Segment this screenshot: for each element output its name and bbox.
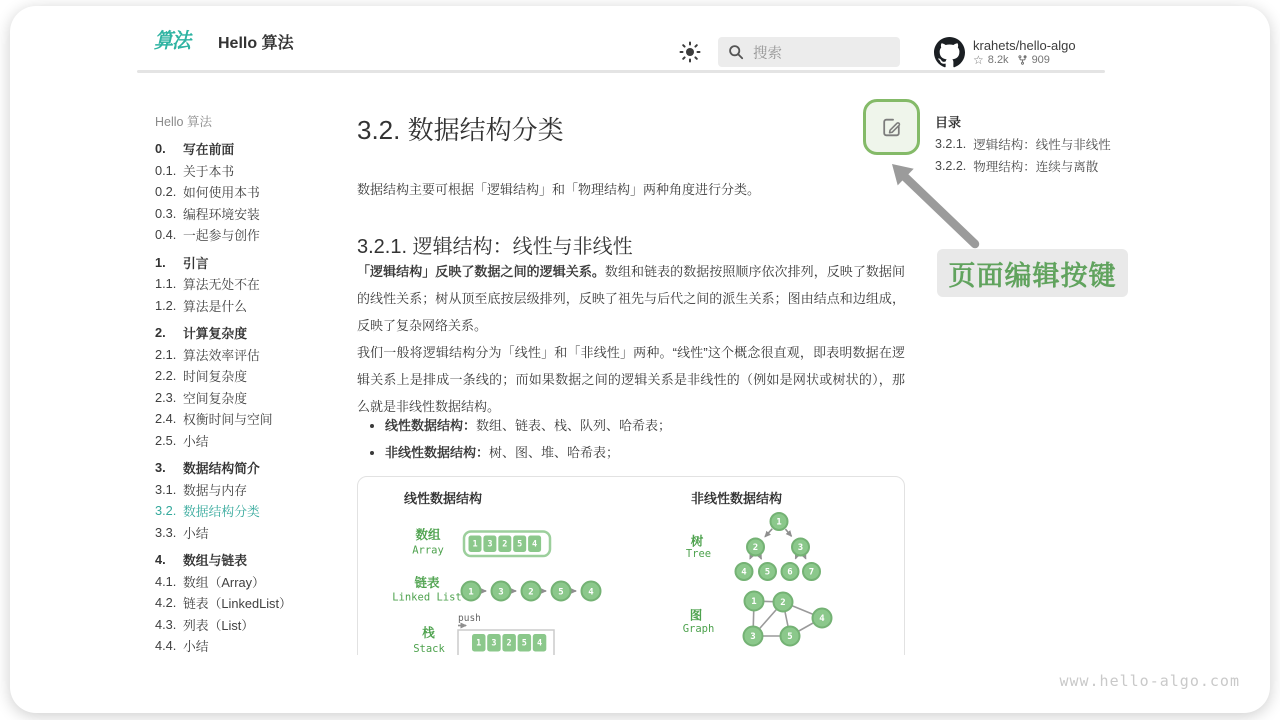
paragraph-logic: 「逻辑结构」反映了数据之间的逻辑关系。数组和链表的数据按照顺序依次排列，反映了数据间的线性关系；树从顶至底按层级排列，反映了祖先与后代之间的派生关系；图由结点和边组成，反映了复杂网络关系。 <box>357 264 905 333</box>
toc-title: 目录 <box>935 115 962 130</box>
svg-text:Array: Array <box>412 544 444 557</box>
svg-text:4: 4 <box>819 614 825 624</box>
edit-page-button[interactable] <box>863 99 920 155</box>
svg-text:5: 5 <box>787 632 793 642</box>
sidebar-item[interactable]: 3.3. 小结 <box>155 524 209 541</box>
sidebar-item[interactable]: 4.3. 列表（List） <box>155 616 255 633</box>
svg-text:4: 4 <box>532 539 538 550</box>
sidebar-section <box>155 252 335 317</box>
svg-text:5: 5 <box>764 567 771 578</box>
svg-text:2: 2 <box>752 543 759 553</box>
sidebar-item[interactable]: 0.4. 一起参与创作 <box>155 227 260 244</box>
sidebar-section <box>155 138 335 246</box>
svg-text:1: 1 <box>776 517 782 528</box>
sidebar-section-header[interactable]: 3. 数据结构简介 <box>155 460 260 477</box>
svg-text:3: 3 <box>797 543 804 553</box>
section-heading: 3.2.1. 逻辑结构：线性与非线性 <box>357 236 633 258</box>
sidebar-item[interactable]: 3.2. 数据结构分类 <box>155 503 260 520</box>
sidebar-item[interactable]: 4.2. 链表（LinkedList） <box>155 595 292 612</box>
svg-text:5: 5 <box>517 539 523 550</box>
sidebar-site-title: Hello 算法 <box>155 115 212 129</box>
svg-text:3: 3 <box>498 587 504 598</box>
bullet-item: • 线性数据结构：数组、链表、栈、队列、哈希表； <box>385 412 671 439</box>
sidebar-section-header[interactable]: 4. 数组与链表 <box>155 552 247 569</box>
bullet-item: • 非线性数据结构：树、图、堆、哈希表； <box>385 439 671 466</box>
sidebar-section <box>155 549 335 657</box>
svg-text:Linked List: Linked List <box>392 591 462 604</box>
svg-text:3: 3 <box>491 638 497 649</box>
toc-item[interactable]: 3.2.1. 逻辑结构：线性与非线性 <box>935 137 1111 152</box>
star-count: 8.2k <box>987 54 1009 66</box>
svg-text:2: 2 <box>528 587 534 598</box>
sidebar-item[interactable]: 3.1. 数据与内存 <box>155 481 247 498</box>
svg-text:5: 5 <box>558 587 564 598</box>
watermark: www.hello-algo.com <box>1059 672 1240 690</box>
github-repo-name: krahets/hello-algo <box>973 38 1076 53</box>
svg-text:7: 7 <box>808 567 815 578</box>
svg-text:1: 1 <box>472 539 478 550</box>
figure-linear-title: 线性数据结构 <box>404 491 483 506</box>
svg-text:2: 2 <box>502 539 508 550</box>
sidebar-item[interactable]: 2.1. 算法效率评估 <box>155 346 260 363</box>
svg-text:1: 1 <box>468 587 474 598</box>
svg-text:3: 3 <box>487 539 493 550</box>
svg-text:1: 1 <box>751 597 757 607</box>
annotation-label: 页面编辑按键 <box>937 249 1128 297</box>
intro-paragraph: 数据结构主要可根据「逻辑结构」和「物理结构」两种角度进行分类。 <box>357 182 761 197</box>
sidebar-nav <box>155 110 335 657</box>
annotation-arrow <box>868 156 1003 254</box>
paragraph-linear: 我们一般将逻辑结构分为「线性」和「非线性」两种。“线性”这个概念很直观，即表明数据在逻辑关系上是排成一条线的；而如果数据之间的逻辑关系是非线性的（例如是网状或树状的），那么就是非线性数据结构。 <box>357 345 905 414</box>
github-icon <box>934 37 965 68</box>
sidebar-item[interactable]: 1.2. 算法是什么 <box>155 297 247 314</box>
sidebar-item[interactable]: 4.4. 小结 <box>155 638 209 655</box>
sidebar-item[interactable]: 0.1. 关于本书 <box>155 162 235 179</box>
toc-item[interactable]: 3.2.2. 物理结构：连续与离散 <box>935 159 1099 174</box>
fork-count: 909 <box>1031 54 1050 66</box>
github-repo-stats <box>973 53 1076 67</box>
svg-text:Graph: Graph <box>682 623 715 635</box>
sidebar-item[interactable]: 0.3. 编程环境安装 <box>155 205 260 222</box>
site-title: Hello 算法 <box>218 35 294 52</box>
sidebar-section-header[interactable]: 0. 写在前面 <box>155 141 235 158</box>
svg-text:push: push <box>458 613 481 624</box>
fork-icon <box>1017 54 1028 66</box>
sidebar-section-header[interactable]: 2. 计算复杂度 <box>155 325 247 342</box>
sidebar-item[interactable]: 2.4. 权衡时间与空间 <box>155 411 273 428</box>
github-repo-link[interactable] <box>934 37 1076 68</box>
svg-text:6: 6 <box>787 567 793 578</box>
sidebar-section <box>155 457 335 543</box>
sidebar-item[interactable]: 2.3. 空间复杂度 <box>155 389 247 406</box>
github-repo-info <box>973 38 1076 67</box>
sidebar-item[interactable]: 2.2. 时间复杂度 <box>155 368 247 385</box>
sidebar-item[interactable]: 0.2. 如何使用本书 <box>155 184 260 201</box>
svg-text:4: 4 <box>536 638 543 649</box>
browser-page <box>10 6 1270 713</box>
edit-page-icon <box>879 115 904 140</box>
svg-text:Stack: Stack <box>413 643 445 655</box>
svg-text:图: 图 <box>689 608 703 623</box>
search-placeholder: 搜索 <box>753 45 782 62</box>
svg-text:3: 3 <box>750 632 756 642</box>
sidebar-section-header[interactable]: 1. 引言 <box>155 254 209 271</box>
sidebar-item[interactable]: 2.5. 小结 <box>155 432 209 449</box>
svg-text:2: 2 <box>780 598 786 608</box>
svg-text:树: 树 <box>690 534 704 549</box>
svg-text:5: 5 <box>521 638 527 649</box>
bullet-list <box>357 412 671 466</box>
star-icon: ☆ <box>973 53 984 67</box>
main-content <box>357 6 905 655</box>
svg-text:1: 1 <box>476 638 482 649</box>
page-title: 3.2. 数据结构分类 <box>357 115 564 145</box>
svg-text:数组: 数组 <box>415 528 441 542</box>
svg-text:4: 4 <box>741 567 747 578</box>
site-logo[interactable]: 算法 <box>154 30 191 53</box>
svg-text:栈: 栈 <box>422 626 435 640</box>
svg-text:2: 2 <box>506 638 512 649</box>
svg-text:4: 4 <box>588 587 594 598</box>
sidebar-item[interactable]: 4.1. 数组（Array） <box>155 573 265 590</box>
sidebar-section <box>155 322 335 451</box>
data-structures-figure <box>357 476 905 655</box>
sidebar-item[interactable]: 1.1. 算法无处不在 <box>155 276 260 293</box>
figure-nonlinear-title: 非线性数据结构 <box>691 491 783 506</box>
svg-text:链表: 链表 <box>414 576 440 590</box>
svg-text:Tree: Tree <box>685 548 712 560</box>
